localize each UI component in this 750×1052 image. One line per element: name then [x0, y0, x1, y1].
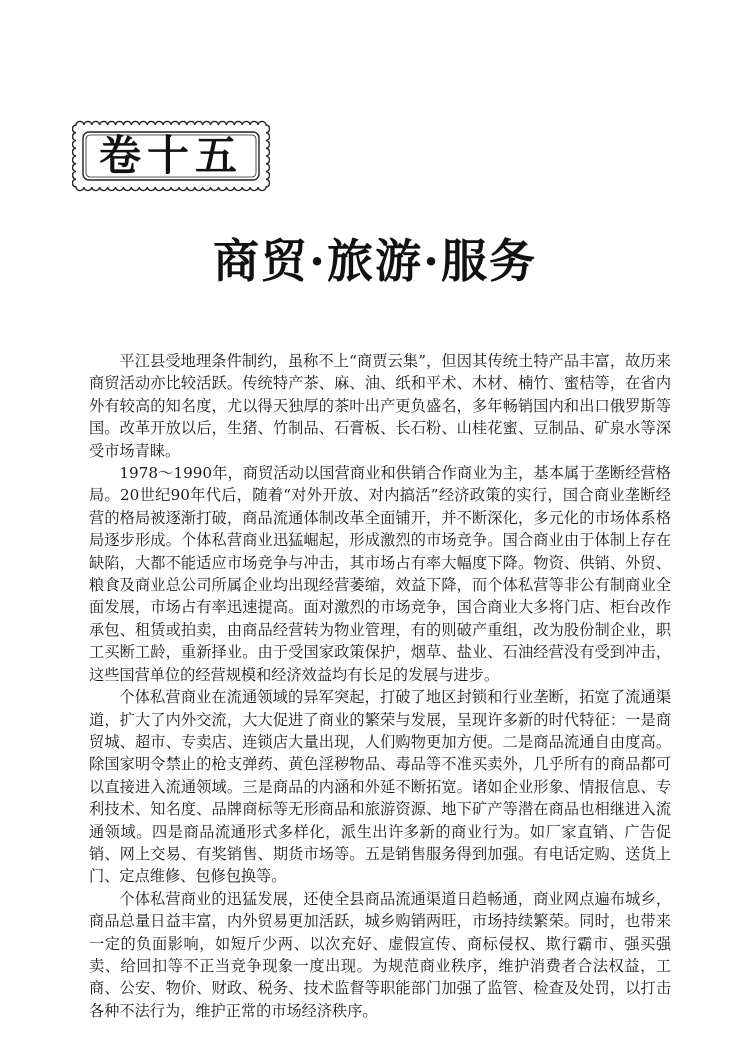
- paragraph: 个体私营商业在流通领域的异军突起，打破了地区封锁和行业垄断，拓宽了流通渠道，扩大了内外交流，大大促进了商业的繁荣与发展，呈现许多新的时代特征：一是商贸城、超市、专卖店、连锁店大量出现，人们购物更加方便。二是商品流通自由度高。除国家明令禁止的枪支弹药、黄色淫秽物品、毒品等不准买卖外，几乎所有的商品都可以直接进入流通领域。三是商品的内涵和外延不断拓宽。诸如企业形象、情报信息、专利技术、知名度、品牌商标等无形商品和旅游资源、地下矿产等潜在商品也相继进入流通领域。四是商品流通形式多样化，派生出许多新的商业行为。如厂家直销、广告促销、网上交易、有奖销售、期货市场等。五是销售服务得到加强。有电话定购、送货上门、定点维修、包修包换等。: [89, 688, 671, 886]
- body-text: [89, 350, 671, 1022]
- paragraph: 平江县受地理条件制约，虽称不上“商贾云集”，但因其传统土特产品丰富，故历来商贸活动亦比较活跃。传统特产茶、麻、油、纸和平术、木材、楠竹、蜜桔等，在省内外有较高的知名度，尤以得天独厚的茶叶出产更负盛名，多年畅销国内和出口俄罗斯等国。改革开放以后，生猪、竹制品、石膏板、长石粉、山桂花蜜、豆制品、矿泉水等深受市场青睐。: [89, 352, 671, 460]
- paragraph: 个体私营商业的迅猛发展，还使全县商品流通渠道日趋畅通，商业网点遍布城乡，商品总量日益丰富，内外贸易更加活跃，城乡购销两旺，市场持续繁荣。同时，也带来一定的负面影响，如短斤少两、以次充好、虚假宣传、商标侵权、欺行霸市、强买强卖、给回扣等不正当竞争现象一度出现。为规范商业秩序，维护消费者合法权益，工商、公安、物价、财政、税务、技术监督等职能部门加强了监管、检查及处罚，以打击各种不法行为，维护正常的市场经济秩序。: [89, 889, 671, 1020]
- volume-badge: [72, 120, 270, 192]
- paragraph: 1978～1990年，商贸活动以国营商业和供销合作商业为主，基本属于垄断经营格局。20世纪90年代后，随着“对外开放、对内搞活”经济政策的实行，国合商业垄断经营的格局被逐渐打破，商品流通体制改革全面铺开，并不断深化，多元化的市场体系格局逐步形成。个体私营商业迅猛崛起，形成激烈的市场竞争。国合商业由于体制上存在缺陷，大都不能适应市场竞争与冲击，其市场占有率大幅度下降。物资、供销、外贸、粮食及商业总公司所属企业均出现经营萎缩，效益下降，而个体私营等非公有制商业全面发展，市场占有率迅速提高。面对激烈的市场竞争，国合商业大多将门店、柜台改作承包、租赁或拍卖，由商品经营转为物业管理，有的则破产重组，改为股份制企业，职工买断工龄，重新择业。由于受国家政策保护，烟草、盐业、石油经营没有受到冲击，这些国营单位的经营规模和经济效益均有长足的发展与进步。: [89, 464, 671, 684]
- chapter-title: 商贸·旅游·服务: [212, 234, 538, 288]
- volume-label: 卷十五: [98, 131, 243, 180]
